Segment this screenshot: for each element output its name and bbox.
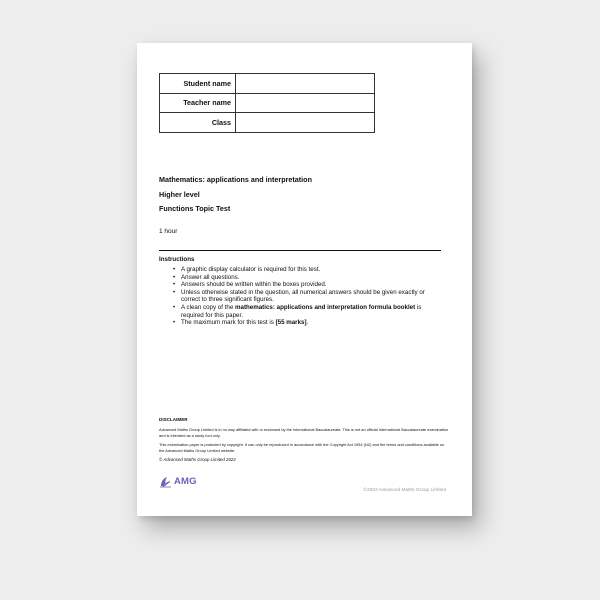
level-title: Higher level (159, 189, 200, 199)
student-info-table (159, 73, 375, 133)
table-row (160, 93, 375, 113)
list-item (173, 304, 444, 319)
instruction-text: A clean copy of the (181, 303, 236, 311)
teacher-name-label: Teacher name (160, 93, 236, 113)
instruction-text: Unless otherwise stated in the question, all numerical answers should be given exactly or correct to three significant figures. (181, 288, 425, 304)
list-item (173, 319, 444, 327)
class-field[interactable] (236, 113, 375, 133)
amg-logo (159, 475, 197, 488)
instruction-text: is required for this paper. (181, 303, 422, 319)
disclaimer-paragraph: Advanced Maths Group Limited is in no way affiliated with or endorsed by the International Baccalaureate. This is not an official International Baccalaureate examination and is intended as a study tool only. (159, 427, 449, 438)
footer-copyright: ©2022 Advanced Maths Group Limited (363, 488, 446, 493)
instruction-text: A graphic display calculator is required for this test. (181, 266, 321, 273)
copyright-paragraph: This examination paper is protected by copyright. It can only be reproduced in accordance with the Copyright Act 1994 (NZ) and the terms and conditions available on the Advanced Maths Group Limited website. (159, 442, 445, 453)
formula-booklet-bold: mathematics: applications and interpretation formula booklet (235, 303, 416, 311)
instruction-text: Answers should be written within the boxes provided. (181, 281, 327, 289)
table-row (160, 113, 375, 133)
exam-paper-sheet (137, 43, 472, 516)
list-item (173, 281, 444, 289)
subject-title: Mathematics: applications and interpretation (159, 175, 312, 184)
class-label: Class (160, 113, 236, 133)
instructions-heading: Instructions (159, 256, 195, 263)
paper-title-block (159, 173, 312, 217)
list-item (173, 289, 444, 304)
student-name-label: Student name (160, 74, 236, 94)
logo-text: AMG (174, 476, 197, 487)
duration-text: 1 hour (159, 228, 178, 235)
table-row (160, 74, 375, 94)
max-marks-bold: [55 marks] (275, 319, 307, 327)
amg-swan-icon (159, 475, 172, 488)
instructions-list (159, 266, 444, 327)
student-name-field[interactable] (236, 74, 375, 94)
test-name-title: Functions Topic Test (159, 204, 231, 213)
instruction-text: The maximum mark for this test is (181, 319, 276, 327)
teacher-name-field[interactable] (236, 93, 375, 113)
copyright-notice: © Advanced Maths Group Limited 2022 (159, 457, 236, 463)
instruction-text: . (306, 319, 309, 327)
instructions-section (159, 256, 444, 327)
disclaimer-section (159, 417, 449, 467)
list-item (173, 266, 444, 274)
disclaimer-heading: DISCLAIMER (159, 417, 188, 422)
section-divider (159, 250, 441, 251)
instruction-text: Answer all questions. (181, 273, 240, 281)
list-item (173, 274, 444, 282)
